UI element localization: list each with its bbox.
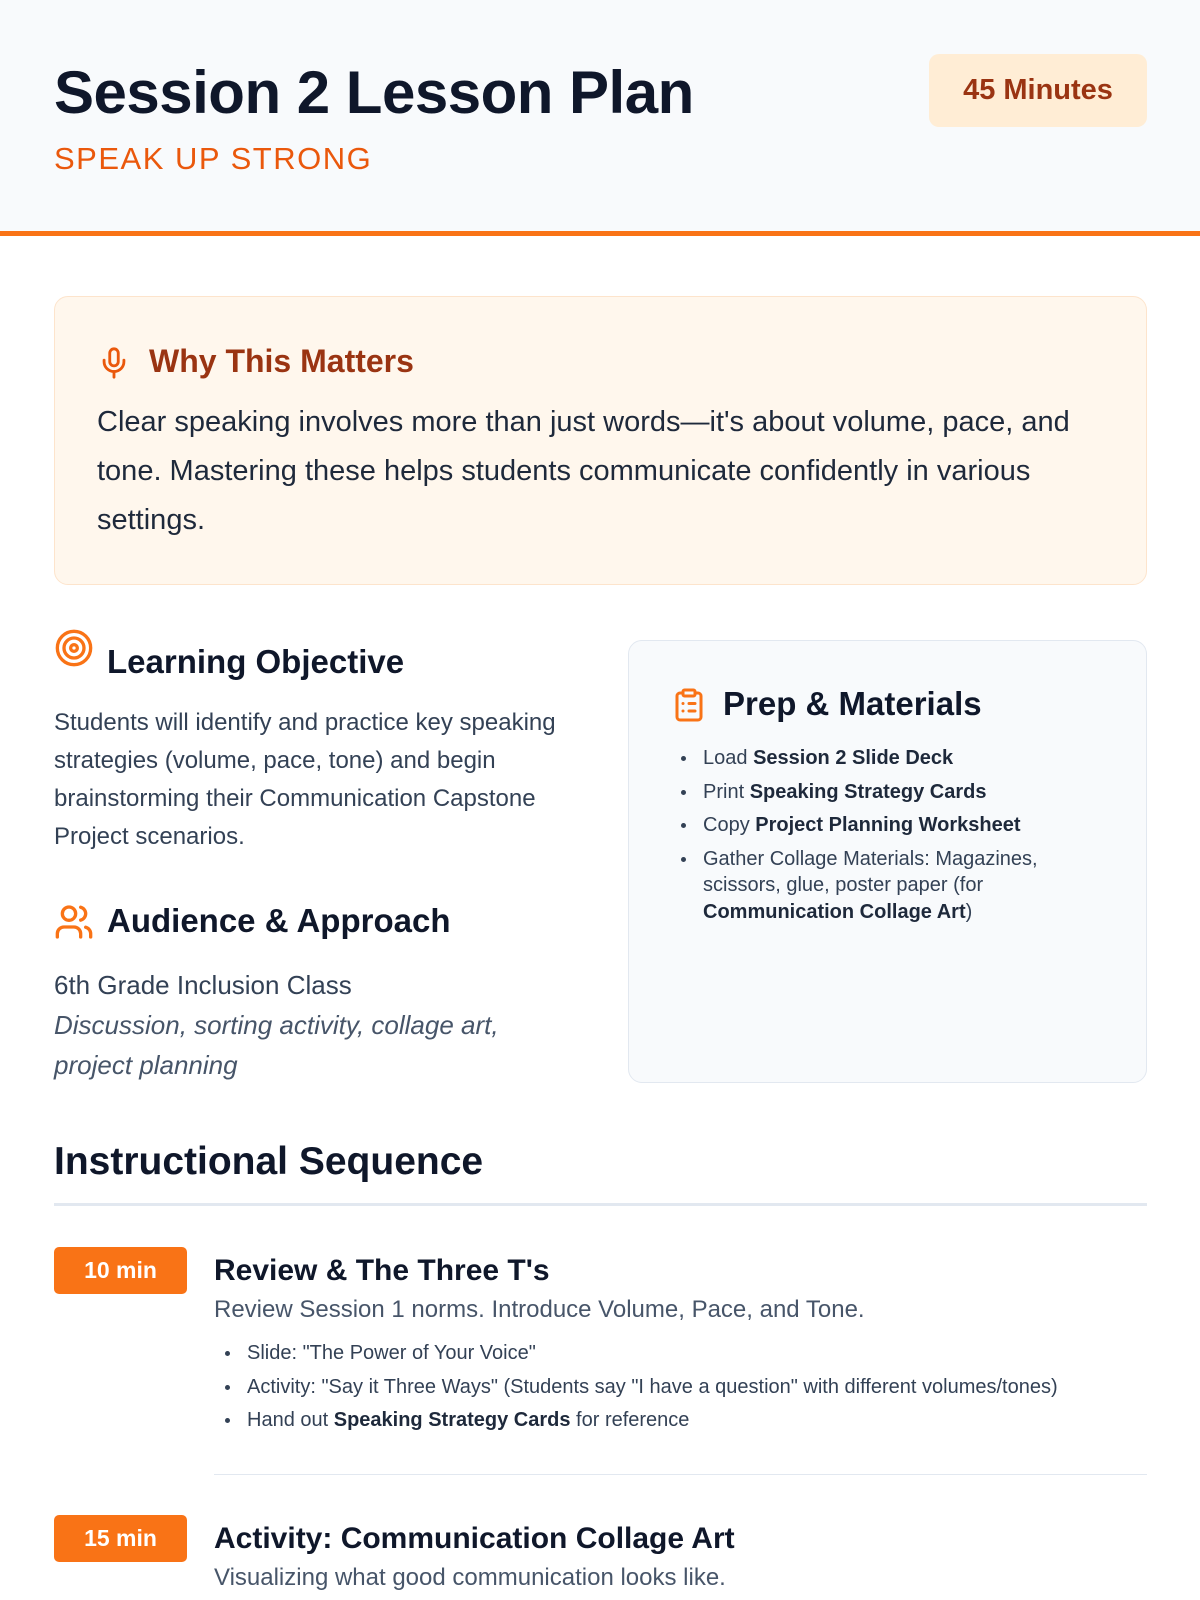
prep-title: Prep & Materials bbox=[723, 685, 982, 722]
section-divider bbox=[54, 1203, 1147, 1206]
page-title: Session 2 Lesson Plan bbox=[54, 59, 694, 126]
page-header bbox=[0, 0, 1200, 236]
step-bullet: Slide: "The Power of Your Voice" bbox=[247, 1337, 1147, 1371]
why-this-matters-card bbox=[54, 296, 1147, 585]
audience-grade: 6th Grade Inclusion Class bbox=[54, 970, 352, 1000]
sequence-title: Instructional Sequence bbox=[54, 1140, 484, 1183]
prep-item: Copy Project Planning Worksheet bbox=[703, 812, 1103, 839]
prep-item: Gather Collage Materials: Magazines, scissors, glue, poster paper (for Communication Collage Art) bbox=[703, 846, 1103, 926]
objective-title: Learning Objective bbox=[107, 643, 405, 680]
why-title: Why This Matters bbox=[149, 343, 414, 379]
objective-text: Students will identify and practice key speaking strategies (volume, pace, tone) and begin brainstorming their Communication Capstone Project scenarios. bbox=[54, 709, 556, 850]
page-subtitle: SPEAK UP STRONG bbox=[54, 141, 373, 176]
step-title: Review & The Three T's bbox=[214, 1254, 550, 1287]
why-text: Clear speaking involves more than just words—it's about volume, pace, and tone. Mastering these helps students communicate confidently in various settings. bbox=[97, 406, 1070, 536]
step-description: Review Session 1 norms. Introduce Volume, Pace, and Tone. bbox=[214, 1296, 865, 1323]
step-bullets bbox=[247, 1337, 1147, 1438]
prep-item: Load Session 2 Slide Deck bbox=[703, 745, 1103, 772]
clipboard-icon bbox=[671, 685, 707, 725]
time-badge: 15 min bbox=[54, 1515, 187, 1562]
step-title: Activity: Communication Collage Art bbox=[214, 1522, 735, 1555]
step-bullet: Hand out Speaking Strategy Cards for reference bbox=[247, 1404, 1147, 1438]
step-bullet: Activity: "Say it Three Ways" (Students say "I have a question" with different volumes/tones) bbox=[247, 1371, 1147, 1405]
prep-list bbox=[703, 745, 1103, 932]
step-divider bbox=[214, 1474, 1147, 1475]
users-icon bbox=[54, 902, 94, 942]
duration-badge: 45 Minutes bbox=[929, 54, 1147, 127]
audience-title: Audience & Approach bbox=[107, 902, 451, 939]
step-description: Visualizing what good communication looks like. bbox=[214, 1564, 726, 1591]
prep-item: Print Speaking Strategy Cards bbox=[703, 779, 1103, 806]
audience-approach: Discussion, sorting activity, collage art, project planning bbox=[54, 1010, 499, 1080]
time-badge: 10 min bbox=[54, 1247, 187, 1294]
prep-materials-card bbox=[628, 640, 1147, 1083]
target-icon bbox=[54, 628, 94, 668]
microphone-icon bbox=[97, 344, 131, 382]
